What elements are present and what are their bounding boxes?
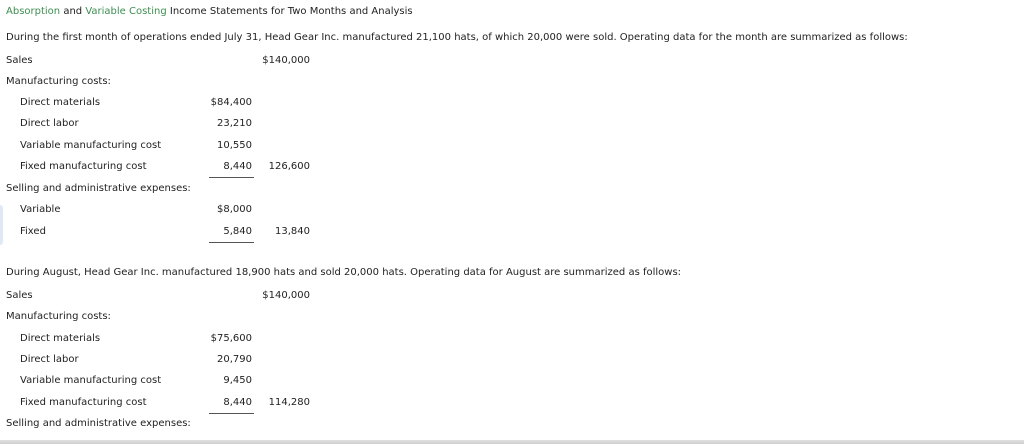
july-direct-materials-label: Direct materials bbox=[20, 97, 101, 108]
august-direct-materials-value: $75,600 bbox=[210, 333, 252, 344]
july-sales-label: Sales bbox=[6, 55, 33, 66]
august-direct-materials-row bbox=[0, 331, 340, 347]
august-direct-materials-label: Direct materials bbox=[20, 333, 101, 344]
variable-costing-link[interactable]: Variable Costing bbox=[85, 6, 167, 17]
august-variable-mfg-row bbox=[0, 373, 340, 389]
august-variable-mfg-value: 9,450 bbox=[223, 375, 252, 386]
august-mfg-heading-row bbox=[0, 309, 340, 325]
august-mfg-total: 114,280 bbox=[268, 397, 310, 408]
july-sga-heading: Selling and administrative expenses: bbox=[6, 183, 191, 194]
july-variable-row bbox=[0, 202, 340, 218]
title-rest: Income Statements for Two Months and Analysis bbox=[166, 6, 413, 17]
august-sales-label: Sales bbox=[6, 290, 33, 301]
july-direct-materials-value: $84,400 bbox=[210, 97, 252, 108]
july-mfg-underline bbox=[209, 177, 254, 178]
july-intro: During the first month of operations ended July 31, Head Gear Inc. manufactured 21,100 hats, of which 20,000 were sold. Operating data for the month are summarized as follows: bbox=[6, 32, 908, 43]
page-title bbox=[6, 6, 413, 17]
july-sales-row bbox=[0, 53, 340, 69]
august-intro: During August, Head Gear Inc. manufactured 18,900 hats and sold 20,000 hats. Operating data for August are summarized as follows: bbox=[6, 267, 682, 278]
july-mfg-heading-row bbox=[0, 74, 340, 90]
august-sales-value: $140,000 bbox=[262, 290, 310, 301]
july-direct-labor-label: Direct labor bbox=[20, 118, 79, 129]
july-sga-total: 13,840 bbox=[275, 226, 310, 237]
july-fixed-value: 5,840 bbox=[223, 226, 252, 237]
july-fixed-row bbox=[0, 224, 340, 240]
july-direct-labor-value: 23,210 bbox=[217, 118, 252, 129]
absorption-link[interactable]: Absorption bbox=[6, 6, 61, 17]
july-mfg-total: 126,600 bbox=[268, 161, 310, 172]
july-mfg-heading: Manufacturing costs: bbox=[6, 76, 111, 87]
july-sga-heading-row bbox=[0, 181, 340, 197]
august-direct-labor-label: Direct labor bbox=[20, 354, 79, 365]
july-direct-labor-row bbox=[0, 116, 340, 132]
july-fixed-mfg-value: 8,440 bbox=[223, 161, 252, 172]
july-variable-mfg-row bbox=[0, 138, 340, 154]
august-sga-heading: Selling and administrative expenses: bbox=[6, 418, 191, 429]
august-fixed-mfg-row bbox=[0, 395, 340, 411]
august-fixed-mfg-label: Fixed manufacturing cost bbox=[20, 397, 147, 408]
left-scroll-edge bbox=[0, 205, 3, 245]
bottom-scrollbar[interactable] bbox=[0, 440, 1024, 444]
august-direct-labor-value: 20,790 bbox=[217, 354, 252, 365]
july-direct-materials-row bbox=[0, 95, 340, 111]
august-mfg-underline bbox=[209, 413, 254, 414]
july-variable-label: Variable bbox=[20, 204, 61, 215]
title-join: and bbox=[60, 6, 86, 17]
august-fixed-mfg-value: 8,440 bbox=[223, 397, 252, 408]
july-fixed-mfg-row bbox=[0, 159, 340, 175]
august-variable-mfg-label: Variable manufacturing cost bbox=[20, 375, 162, 386]
july-sga-underline bbox=[209, 242, 254, 243]
july-fixed-label: Fixed bbox=[20, 226, 46, 237]
august-sales-row bbox=[0, 288, 340, 304]
august-direct-labor-row bbox=[0, 352, 340, 368]
july-sales-value: $140,000 bbox=[262, 55, 310, 66]
august-mfg-heading: Manufacturing costs: bbox=[6, 311, 111, 322]
july-variable-mfg-value: 10,550 bbox=[217, 140, 252, 151]
july-variable-value: $8,000 bbox=[217, 204, 252, 215]
july-variable-mfg-label: Variable manufacturing cost bbox=[20, 140, 162, 151]
august-sga-heading-row bbox=[0, 416, 340, 432]
july-fixed-mfg-label: Fixed manufacturing cost bbox=[20, 161, 147, 172]
